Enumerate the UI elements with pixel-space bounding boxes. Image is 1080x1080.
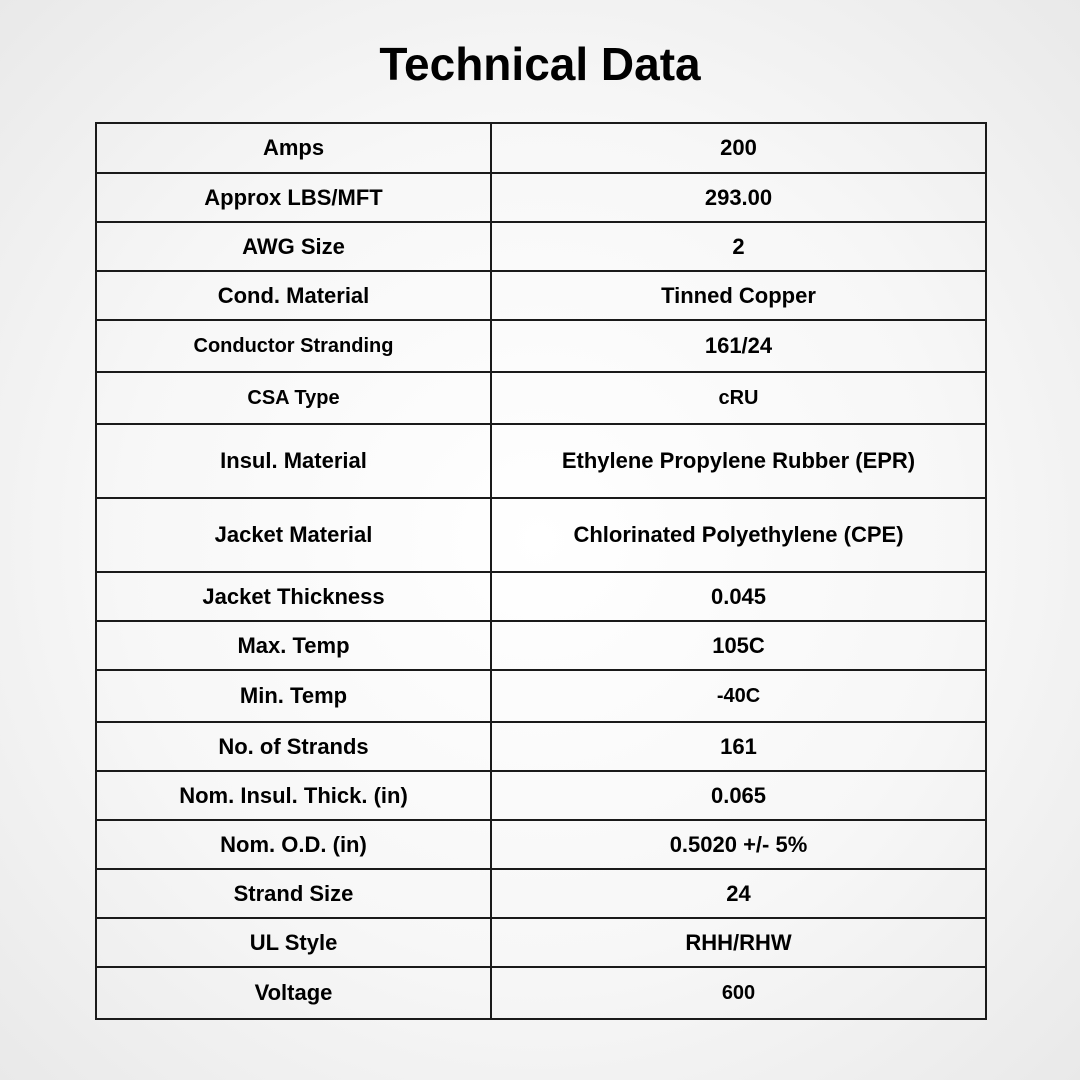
table-row <box>96 670 986 722</box>
spec-value: 0.065 <box>491 771 986 820</box>
spec-value: 0.045 <box>491 572 986 621</box>
spec-label: Min. Temp <box>96 670 491 722</box>
spec-value: -40C <box>491 670 986 722</box>
technical-data-table <box>95 122 987 1020</box>
spec-value: Chlorinated Polyethylene (CPE) <box>491 498 986 572</box>
table-row <box>96 424 986 498</box>
table-row <box>96 869 986 918</box>
spec-label: Cond. Material <box>96 271 491 320</box>
spec-label: No. of Strands <box>96 722 491 771</box>
table-row <box>96 320 986 372</box>
spec-label: Voltage <box>96 967 491 1019</box>
table-row <box>96 123 986 173</box>
spec-label: Approx LBS/MFT <box>96 173 491 222</box>
spec-label: Nom. O.D. (in) <box>96 820 491 869</box>
page-title: Technical Data <box>379 38 701 90</box>
spec-value: 161/24 <box>491 320 986 372</box>
table-row <box>96 271 986 320</box>
table-row <box>96 771 986 820</box>
spec-value: 24 <box>491 869 986 918</box>
table-row <box>96 967 986 1019</box>
spec-value: 105C <box>491 621 986 670</box>
spec-value: 293.00 <box>491 173 986 222</box>
spec-label: AWG Size <box>96 222 491 271</box>
table-row <box>96 918 986 967</box>
spec-value: 2 <box>491 222 986 271</box>
spec-value: 600 <box>491 967 986 1019</box>
table-row <box>96 572 986 621</box>
spec-value: 0.5020 +/- 5% <box>491 820 986 869</box>
spec-label: Insul. Material <box>96 424 491 498</box>
table-row <box>96 621 986 670</box>
spec-value: cRU <box>491 372 986 424</box>
spec-label: Max. Temp <box>96 621 491 670</box>
spec-value: 200 <box>491 123 986 173</box>
table-row <box>96 372 986 424</box>
spec-label: Conductor Stranding <box>96 320 491 372</box>
table-row <box>96 820 986 869</box>
table-row <box>96 222 986 271</box>
spec-label: Amps <box>96 123 491 173</box>
table-row <box>96 722 986 771</box>
table-row <box>96 173 986 222</box>
spec-label: UL Style <box>96 918 491 967</box>
spec-label: Strand Size <box>96 869 491 918</box>
spec-label: Jacket Material <box>96 498 491 572</box>
spec-value: RHH/RHW <box>491 918 986 967</box>
spec-label: Nom. Insul. Thick. (in) <box>96 771 491 820</box>
table-row <box>96 498 986 572</box>
spec-value: Tinned Copper <box>491 271 986 320</box>
spec-value: Ethylene Propylene Rubber (EPR) <box>491 424 986 498</box>
spec-label: Jacket Thickness <box>96 572 491 621</box>
spec-value: 161 <box>491 722 986 771</box>
spec-label: CSA Type <box>96 372 491 424</box>
